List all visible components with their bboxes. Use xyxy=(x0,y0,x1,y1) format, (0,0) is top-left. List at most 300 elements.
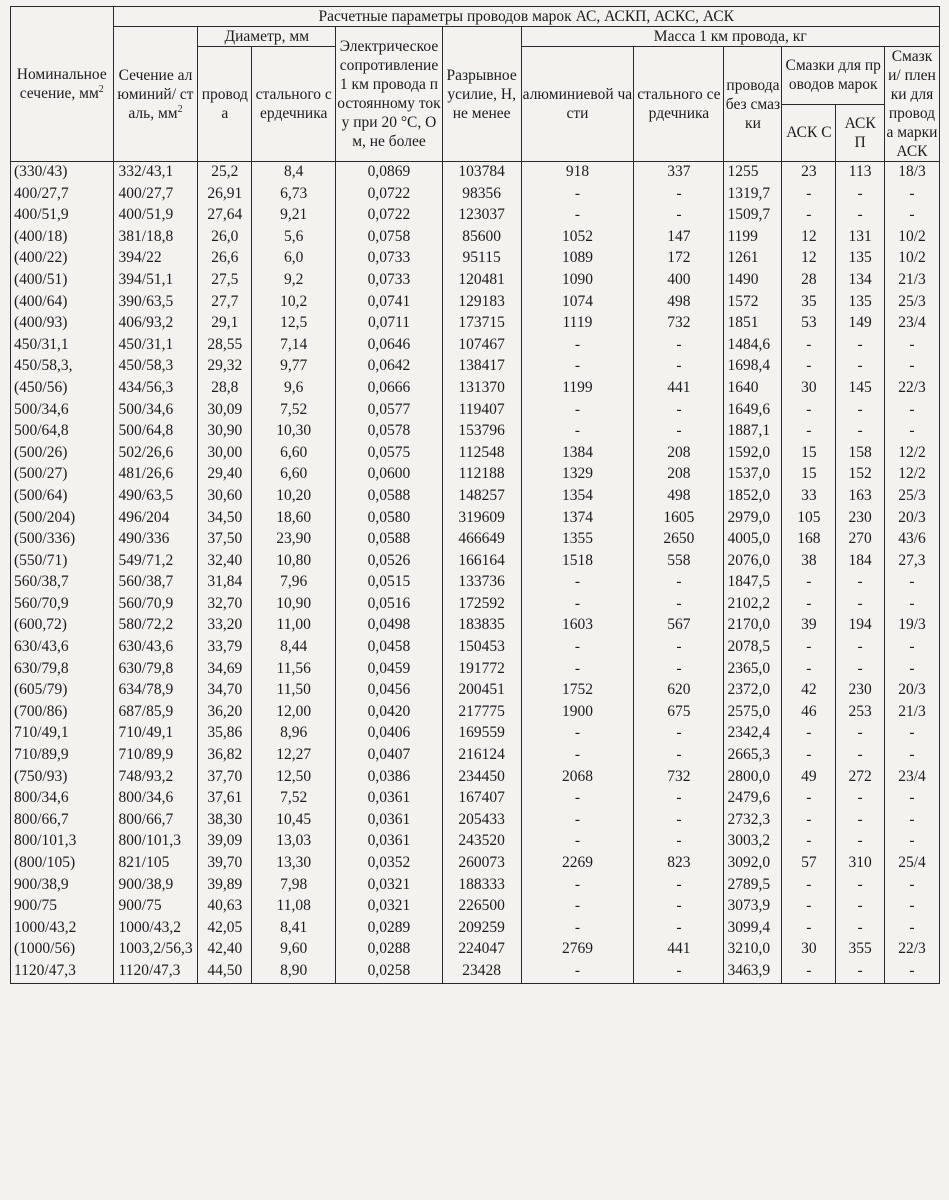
table-cell: - xyxy=(782,875,836,897)
table-cell: 123037 xyxy=(442,205,521,227)
table-cell: - xyxy=(836,400,885,422)
table-cell: 27,3 xyxy=(884,551,939,573)
table-cell: 12,00 xyxy=(252,702,336,724)
table-cell: 0,0646 xyxy=(336,335,443,357)
table-cell: 450/58,3 xyxy=(113,356,198,378)
table-cell: 620 xyxy=(634,680,724,702)
table-cell: 434/56,3 xyxy=(113,378,198,400)
table-cell: 270 xyxy=(836,529,885,551)
table-cell: 3210,0 xyxy=(724,939,782,961)
table-cell: - xyxy=(521,356,634,378)
table-cell: - xyxy=(836,356,885,378)
table-cell: 748/93,2 xyxy=(113,767,198,789)
header-mass-aluminium: алюминиевой части xyxy=(521,47,634,162)
table-cell: 0,0711 xyxy=(336,313,443,335)
table-cell: - xyxy=(836,745,885,767)
header-mass-steel-core: стального сердечника xyxy=(634,47,724,162)
table-cell: - xyxy=(634,205,724,227)
header-diameter-core: стального сердечника xyxy=(252,47,336,162)
table-cell: - xyxy=(634,184,724,206)
table-cell: 40,63 xyxy=(198,896,252,918)
table-cell: 23,90 xyxy=(252,529,336,551)
table-cell: - xyxy=(836,788,885,810)
table-cell: - xyxy=(782,594,836,616)
table-cell: 0,0515 xyxy=(336,572,443,594)
table-cell: 46 xyxy=(782,702,836,724)
table-cell: - xyxy=(634,961,724,983)
table-cell: - xyxy=(884,205,939,227)
table-cell: 710/49,1 xyxy=(113,723,198,745)
table-row xyxy=(11,788,940,810)
table-cell: 131370 xyxy=(442,378,521,400)
table-cell: 119407 xyxy=(442,400,521,422)
table-row xyxy=(11,745,940,767)
table-cell: 3073,9 xyxy=(724,896,782,918)
header-nominal-section: Номинальное сечение, $мм^2$ xyxy=(11,7,114,162)
table-cell: - xyxy=(634,810,724,832)
header-resistance: Электрическое сопротивление 1 км провода постоянному току при 20 °С, Ом, не более xyxy=(336,27,443,162)
table-cell: 36,82 xyxy=(198,745,252,767)
table-cell: 355 xyxy=(836,939,885,961)
table-cell: 32,70 xyxy=(198,594,252,616)
table-cell: (400/64) xyxy=(11,292,114,314)
table-cell: 1752 xyxy=(521,680,634,702)
table-cell: 34,70 xyxy=(198,680,252,702)
table-cell: (700/86) xyxy=(11,702,114,724)
table-cell: 1490 xyxy=(724,270,782,292)
table-row xyxy=(11,529,940,551)
table-cell: 13,30 xyxy=(252,853,336,875)
table-row xyxy=(11,184,940,206)
table-cell: 5,6 xyxy=(252,227,336,249)
table-cell: 634/78,9 xyxy=(113,680,198,702)
table-cell: 0,0386 xyxy=(336,767,443,789)
table-cell: 217775 xyxy=(442,702,521,724)
table-cell: 10,80 xyxy=(252,551,336,573)
table-cell: 0,0741 xyxy=(336,292,443,314)
table-cell: (330/43) xyxy=(11,162,114,184)
table-cell: 1847,5 xyxy=(724,572,782,594)
table-cell: 13,03 xyxy=(252,831,336,853)
table-cell: - xyxy=(782,831,836,853)
table-row xyxy=(11,572,940,594)
table-cell: 630/79,8 xyxy=(11,659,114,681)
table-cell: - xyxy=(884,788,939,810)
header-diameter-group: Диаметр, мм xyxy=(198,27,336,47)
table-cell: - xyxy=(634,831,724,853)
table-cell: 15 xyxy=(782,443,836,465)
table-cell: 0,0869 xyxy=(336,162,443,184)
table-cell: 3092,0 xyxy=(724,853,782,875)
table-cell: 332/43,1 xyxy=(113,162,198,184)
table-cell: 27,5 xyxy=(198,270,252,292)
table-cell: 0,0580 xyxy=(336,508,443,530)
table-cell: 560/38,7 xyxy=(11,572,114,594)
table-cell: 105 xyxy=(782,508,836,530)
table-cell: 580/72,2 xyxy=(113,615,198,637)
table-cell: 0,0722 xyxy=(336,205,443,227)
table-cell: 205433 xyxy=(442,810,521,832)
table-cell: 9,21 xyxy=(252,205,336,227)
table-cell: 208 xyxy=(634,443,724,465)
table-cell: 1484,6 xyxy=(724,335,782,357)
table-cell: 9,6 xyxy=(252,378,336,400)
table-cell: 32,40 xyxy=(198,551,252,573)
table-row xyxy=(11,486,940,508)
table-cell: - xyxy=(884,421,939,443)
table-cell: 166164 xyxy=(442,551,521,573)
header-breaking-force: Разрывное усилие, Н, не менее xyxy=(442,27,521,162)
table-cell: - xyxy=(782,745,836,767)
table-cell: - xyxy=(884,918,939,940)
table-cell: 490/336 xyxy=(113,529,198,551)
table-cell: 42,05 xyxy=(198,918,252,940)
table-cell: 112548 xyxy=(442,443,521,465)
table-cell: - xyxy=(634,659,724,681)
table-cell: - xyxy=(884,335,939,357)
table-cell: 3099,4 xyxy=(724,918,782,940)
table-cell: - xyxy=(521,745,634,767)
table-cell: 0,0498 xyxy=(336,615,443,637)
table-cell: 8,41 xyxy=(252,918,336,940)
table-cell: - xyxy=(521,421,634,443)
table-cell: 36,20 xyxy=(198,702,252,724)
table-cell: 381/18,8 xyxy=(113,227,198,249)
table-cell: 1074 xyxy=(521,292,634,314)
table-cell: 184 xyxy=(836,551,885,573)
table-cell: 10/2 xyxy=(884,227,939,249)
table-cell: 30,00 xyxy=(198,443,252,465)
table-cell: 500/64,8 xyxy=(11,421,114,443)
table-cell: 22/3 xyxy=(884,939,939,961)
table-cell: 450/58,3, xyxy=(11,356,114,378)
table-cell: 6,73 xyxy=(252,184,336,206)
table-cell: 21/3 xyxy=(884,702,939,724)
table-cell: 12 xyxy=(782,248,836,270)
table-body xyxy=(11,162,940,984)
table-cell: 34,50 xyxy=(198,508,252,530)
table-cell: 6,60 xyxy=(252,464,336,486)
table-cell: 28 xyxy=(782,270,836,292)
table-cell: 39,89 xyxy=(198,875,252,897)
table-cell: 0,0289 xyxy=(336,918,443,940)
table-cell: - xyxy=(782,335,836,357)
table-cell: - xyxy=(521,400,634,422)
table-header xyxy=(11,7,940,162)
header-mass-group: Масса 1 км провода, кг xyxy=(521,27,940,47)
header-grease-group: Смазки для проводов марок xyxy=(782,47,885,105)
table-cell: 3463,9 xyxy=(724,961,782,983)
table-row xyxy=(11,335,940,357)
table-cell: 2575,0 xyxy=(724,702,782,724)
table-cell: 7,52 xyxy=(252,788,336,810)
table-cell: 6,0 xyxy=(252,248,336,270)
table-cell: 687/85,9 xyxy=(113,702,198,724)
table-cell: - xyxy=(884,810,939,832)
table-cell: 2068 xyxy=(521,767,634,789)
table-cell: - xyxy=(782,896,836,918)
table-cell: 27,64 xyxy=(198,205,252,227)
table-cell: 7,98 xyxy=(252,875,336,897)
table-cell: 2102,2 xyxy=(724,594,782,616)
table-cell: 18,60 xyxy=(252,508,336,530)
header-diameter-wire: провода xyxy=(198,47,252,162)
table-cell: 1572 xyxy=(724,292,782,314)
table-cell: 675 xyxy=(634,702,724,724)
table-cell: 400/27,7 xyxy=(113,184,198,206)
table-cell: 113 xyxy=(836,162,885,184)
table-cell: 10,30 xyxy=(252,421,336,443)
table-row xyxy=(11,831,940,853)
table-cell: 30,90 xyxy=(198,421,252,443)
table-cell: 57 xyxy=(782,853,836,875)
table-cell: 11,00 xyxy=(252,615,336,637)
table-cell: 498 xyxy=(634,486,724,508)
table-cell: 0,0588 xyxy=(336,486,443,508)
table-cell: - xyxy=(521,572,634,594)
table-cell: 1900 xyxy=(521,702,634,724)
table-cell: 466649 xyxy=(442,529,521,551)
table-row xyxy=(11,680,940,702)
table-cell: 7,52 xyxy=(252,400,336,422)
table-cell: 1518 xyxy=(521,551,634,573)
table-cell: 2372,0 xyxy=(724,680,782,702)
table-cell: - xyxy=(782,723,836,745)
table-cell: 498 xyxy=(634,292,724,314)
table-cell: 200451 xyxy=(442,680,521,702)
table-cell: 1261 xyxy=(724,248,782,270)
table-cell: 800/34,6 xyxy=(11,788,114,810)
table-cell: 390/63,5 xyxy=(113,292,198,314)
table-cell: 800/101,3 xyxy=(113,831,198,853)
table-cell: 0,0526 xyxy=(336,551,443,573)
table-cell: 167407 xyxy=(442,788,521,810)
table-cell: 1605 xyxy=(634,508,724,530)
table-cell: 194 xyxy=(836,615,885,637)
table-cell: 0,0600 xyxy=(336,464,443,486)
table-row xyxy=(11,767,940,789)
table-cell: 710/49,1 xyxy=(11,723,114,745)
table-cell: 26,91 xyxy=(198,184,252,206)
table-cell: 1120/47,3 xyxy=(113,961,198,983)
table-cell: 10,2 xyxy=(252,292,336,314)
table-row xyxy=(11,918,940,940)
table-cell: 30 xyxy=(782,378,836,400)
table-cell: - xyxy=(884,594,939,616)
table-cell: 25,2 xyxy=(198,162,252,184)
table-cell: 1384 xyxy=(521,443,634,465)
table-cell: - xyxy=(634,896,724,918)
table-cell: 35,86 xyxy=(198,723,252,745)
table-row xyxy=(11,875,940,897)
table-cell: 85600 xyxy=(442,227,521,249)
table-cell: (500/336) xyxy=(11,529,114,551)
table-cell: 0,0406 xyxy=(336,723,443,745)
table-cell: 500/34,6 xyxy=(113,400,198,422)
table-cell: 800/34,6 xyxy=(113,788,198,810)
table-cell: - xyxy=(884,961,939,983)
table-cell: 138417 xyxy=(442,356,521,378)
table-row xyxy=(11,896,940,918)
table-cell: 103784 xyxy=(442,162,521,184)
table-cell: - xyxy=(634,723,724,745)
table-cell: 2076,0 xyxy=(724,551,782,573)
table-cell: - xyxy=(836,918,885,940)
table-cell: - xyxy=(634,637,724,659)
table-cell: 230 xyxy=(836,508,885,530)
document-page xyxy=(10,6,940,984)
table-cell: - xyxy=(782,356,836,378)
table-cell: - xyxy=(782,788,836,810)
table-cell: 33,20 xyxy=(198,615,252,637)
table-cell: 3003,2 xyxy=(724,831,782,853)
table-cell: 400 xyxy=(634,270,724,292)
table-cell: 0,0642 xyxy=(336,356,443,378)
table-cell: - xyxy=(521,831,634,853)
table-cell: 25/3 xyxy=(884,292,939,314)
table-cell: 12 xyxy=(782,227,836,249)
table-cell: (500/64) xyxy=(11,486,114,508)
table-cell: - xyxy=(521,918,634,940)
table-cell: 0,0321 xyxy=(336,896,443,918)
table-cell: 337 xyxy=(634,162,724,184)
table-cell: 37,61 xyxy=(198,788,252,810)
table-cell: - xyxy=(521,637,634,659)
table-cell: 1354 xyxy=(521,486,634,508)
table-cell: - xyxy=(884,875,939,897)
table-cell: - xyxy=(884,659,939,681)
table-cell: - xyxy=(836,896,885,918)
table-row xyxy=(11,443,940,465)
table-cell: - xyxy=(884,356,939,378)
table-cell: 42 xyxy=(782,680,836,702)
table-cell: - xyxy=(884,572,939,594)
table-cell: (800/105) xyxy=(11,853,114,875)
table-row xyxy=(11,313,940,335)
table-cell: 2789,5 xyxy=(724,875,782,897)
table-cell: 1537,0 xyxy=(724,464,782,486)
table-cell: 12,50 xyxy=(252,767,336,789)
table-cell: 800/66,7 xyxy=(113,810,198,832)
table-cell: 19/3 xyxy=(884,615,939,637)
table-cell: 496/204 xyxy=(113,508,198,530)
table-cell: 10/2 xyxy=(884,248,939,270)
table-cell: 120481 xyxy=(442,270,521,292)
table-row xyxy=(11,227,940,249)
table-cell: - xyxy=(634,400,724,422)
table-row xyxy=(11,637,940,659)
table-cell: - xyxy=(782,400,836,422)
table-cell: 38 xyxy=(782,551,836,573)
table-cell: 400/51,9 xyxy=(11,205,114,227)
table-cell: - xyxy=(836,335,885,357)
table-cell: 15 xyxy=(782,464,836,486)
table-cell: 1120/47,3 xyxy=(11,961,114,983)
table-row xyxy=(11,400,940,422)
table-cell: 0,0458 xyxy=(336,637,443,659)
table-cell: 630/43,6 xyxy=(113,637,198,659)
table-cell: 53 xyxy=(782,313,836,335)
table-title: Расчетные параметры проводов марок АС, АСКП, АСКС, АСК xyxy=(113,7,939,27)
table-cell: 549/71,2 xyxy=(113,551,198,573)
table-cell: 1119 xyxy=(521,313,634,335)
table-cell: 441 xyxy=(634,939,724,961)
table-cell: 131 xyxy=(836,227,885,249)
table-cell: 9,2 xyxy=(252,270,336,292)
table-cell: 800/66,7 xyxy=(11,810,114,832)
table-cell: (400/18) xyxy=(11,227,114,249)
table-cell: 2078,5 xyxy=(724,637,782,659)
table-cell: 1851 xyxy=(724,313,782,335)
table-cell: - xyxy=(634,594,724,616)
table-cell: 10,45 xyxy=(252,810,336,832)
table-cell: - xyxy=(521,810,634,832)
table-row xyxy=(11,615,940,637)
table-cell: - xyxy=(634,745,724,767)
table-cell: - xyxy=(836,723,885,745)
table-cell: - xyxy=(836,205,885,227)
table-cell: 0,0577 xyxy=(336,400,443,422)
table-cell: (400/51) xyxy=(11,270,114,292)
table-cell: 98356 xyxy=(442,184,521,206)
table-cell: 8,96 xyxy=(252,723,336,745)
table-cell: 394/22 xyxy=(113,248,198,270)
table-cell: - xyxy=(884,831,939,853)
table-cell: 260073 xyxy=(442,853,521,875)
table-row xyxy=(11,356,940,378)
table-cell: 0,0578 xyxy=(336,421,443,443)
table-cell: 406/93,2 xyxy=(113,313,198,335)
table-cell: (605/79) xyxy=(11,680,114,702)
table-cell: - xyxy=(782,961,836,983)
table-cell: 145 xyxy=(836,378,885,400)
table-cell: 0,0722 xyxy=(336,184,443,206)
table-cell: - xyxy=(521,875,634,897)
table-cell: 133736 xyxy=(442,572,521,594)
table-cell: 0,0407 xyxy=(336,745,443,767)
table-cell: 12/2 xyxy=(884,443,939,465)
table-cell: 1640 xyxy=(724,378,782,400)
wire-parameters-table xyxy=(10,6,940,984)
table-cell: 31,84 xyxy=(198,572,252,594)
table-cell: 135 xyxy=(836,248,885,270)
table-cell: 42,40 xyxy=(198,939,252,961)
table-cell: - xyxy=(836,421,885,443)
table-cell: 0,0666 xyxy=(336,378,443,400)
table-cell: 0,0288 xyxy=(336,939,443,961)
table-cell: 169559 xyxy=(442,723,521,745)
table-cell: 25/4 xyxy=(884,853,939,875)
table-cell: 43/6 xyxy=(884,529,939,551)
table-row xyxy=(11,723,940,745)
table-row xyxy=(11,421,940,443)
table-cell: 481/26,6 xyxy=(113,464,198,486)
table-cell: 33,79 xyxy=(198,637,252,659)
table-cell: 800/101,3 xyxy=(11,831,114,853)
table-cell: 8,90 xyxy=(252,961,336,983)
table-cell: 1199 xyxy=(724,227,782,249)
table-cell: 0,0758 xyxy=(336,227,443,249)
table-cell: 272 xyxy=(836,767,885,789)
table-cell: 12/2 xyxy=(884,464,939,486)
table-cell: 20/3 xyxy=(884,508,939,530)
table-cell: 12,27 xyxy=(252,745,336,767)
table-cell: (500/27) xyxy=(11,464,114,486)
table-cell: 168 xyxy=(782,529,836,551)
table-cell: 560/70,9 xyxy=(113,594,198,616)
table-cell: - xyxy=(782,918,836,940)
table-cell: - xyxy=(836,831,885,853)
